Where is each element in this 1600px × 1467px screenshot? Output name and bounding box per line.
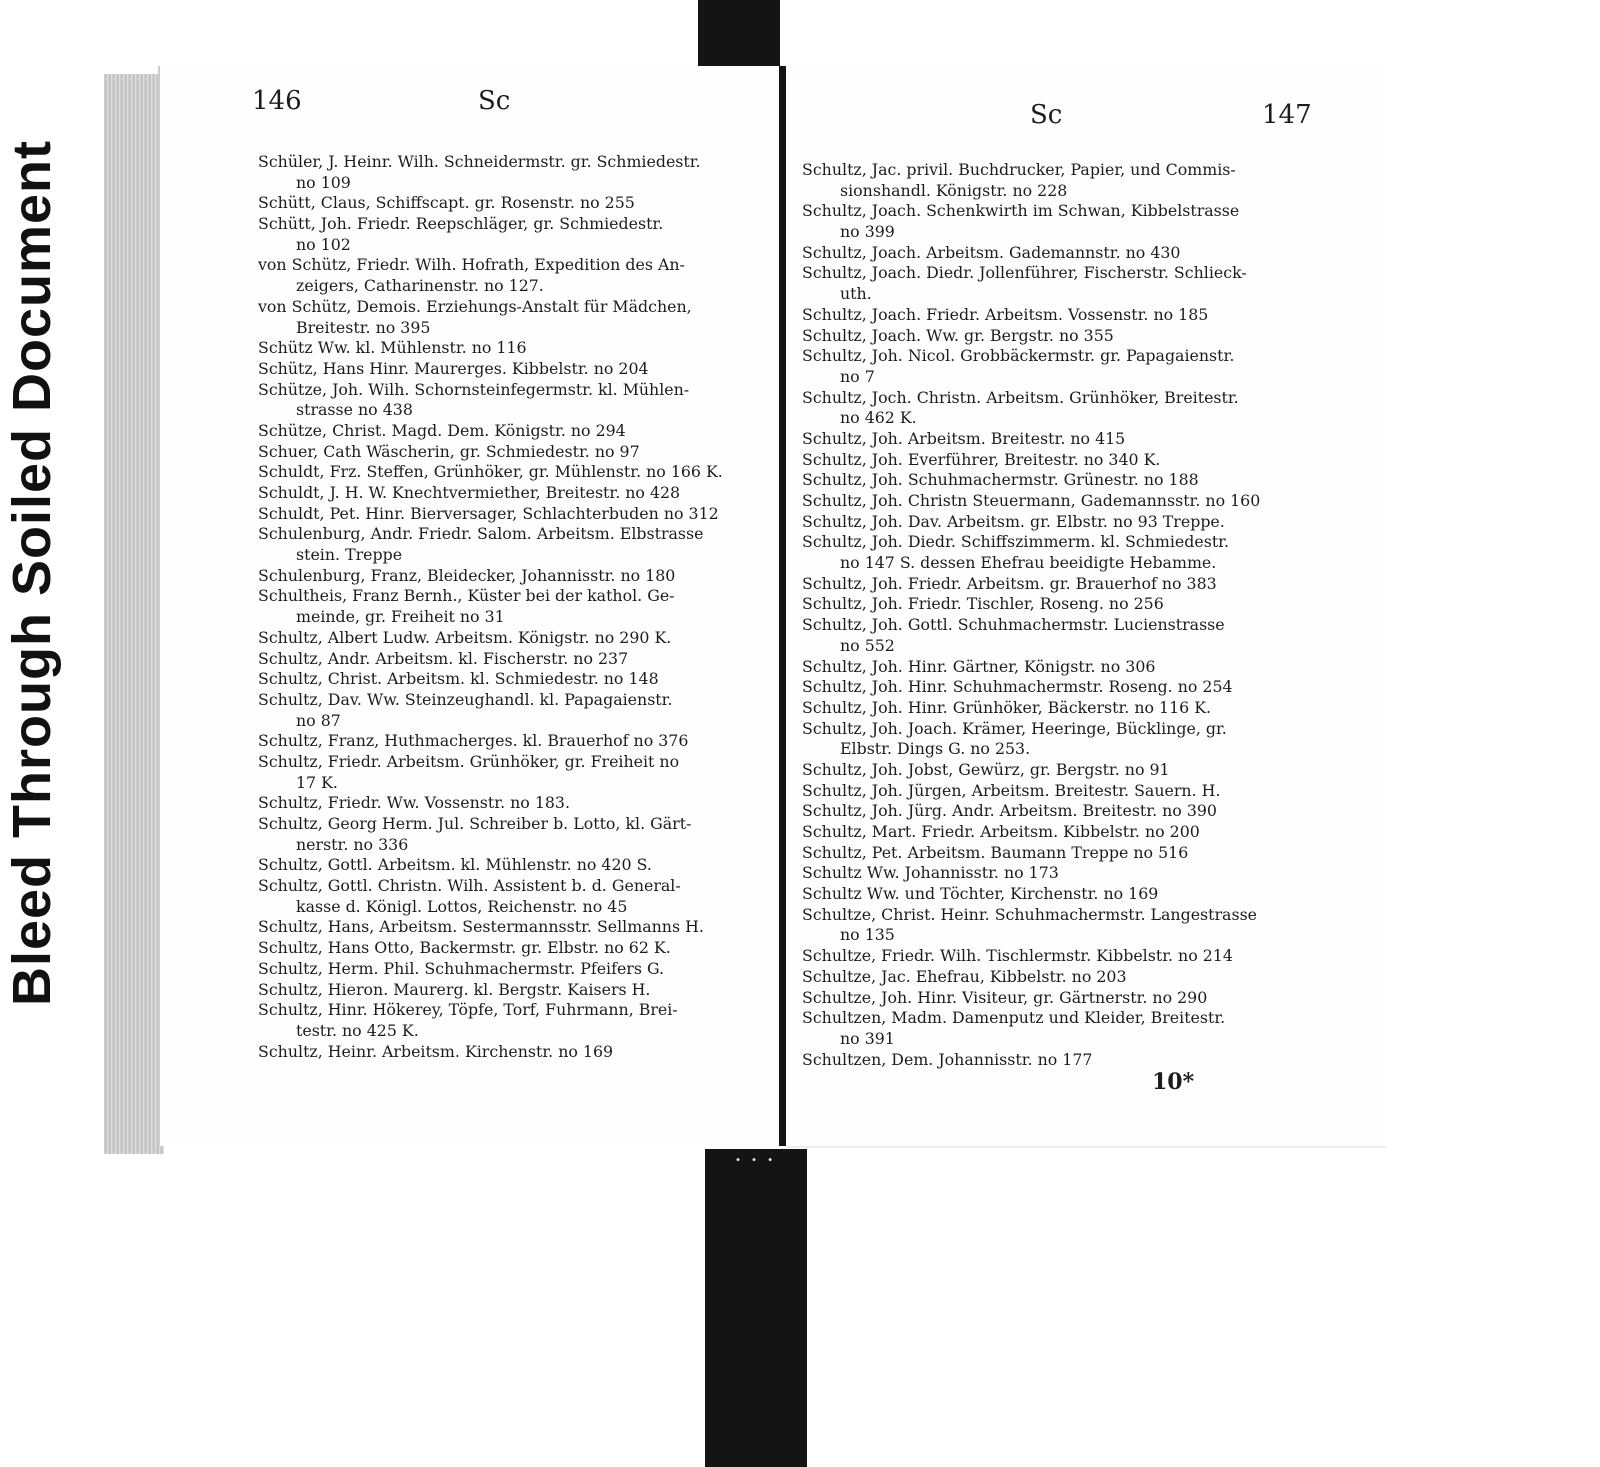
directory-entry-line: Schultz, Joh. Friedr. Arbeitsm. gr. Brauerhof no 383 — [802, 573, 1217, 593]
directory-entry-line: Schultz, Joh. Jobst, Gewürz, gr. Bergstr. no 91 — [802, 759, 1170, 779]
left-running-head: Sc — [478, 86, 511, 116]
directory-entry-line: Schultz, Dav. Ww. Steinzeughandl. kl. Papagaienstr. — [258, 689, 673, 709]
directory-entry-line: Schultz, Joach. Ww. gr. Bergstr. no 355 — [802, 325, 1114, 345]
directory-entry-line: Schüler, J. Heinr. Wilh. Schneidermstr. gr. Schmiedestr. — [258, 152, 701, 171]
directory-entry-line: Schultze, Jac. Ehefrau, Kibbelstr. no 203 — [802, 966, 1127, 986]
directory-entry-line: Schultz, Friedr. Ww. Vossenstr. no 183. — [258, 793, 570, 813]
directory-entry-line: Schütz Ww. kl. Mühlenstr. no 116 — [258, 338, 527, 358]
directory-entry-line: nerstr. no 336 — [296, 834, 409, 854]
directory-entry-line: Schütt, Joh. Friedr. Reepschläger, gr. Schmiedestr. — [258, 214, 664, 234]
directory-entry-line: Schultz, Joh. Friedr. Tischler, Roseng. no 256 — [802, 594, 1164, 614]
directory-entry-line: no 7 — [840, 366, 875, 386]
directory-entry-line: Schultz, Hans, Arbeitsm. Sestermannsstr. Sellmanns H. — [258, 917, 704, 937]
directory-entry-line: Schultz, Mart. Friedr. Arbeitsm. Kibbelstr. no 200 — [802, 822, 1200, 841]
directory-entry-line: Schultz, Herm. Phil. Schuhmachermstr. Pfeifers G. — [258, 958, 665, 978]
signature-mark: 10* — [1152, 1069, 1195, 1095]
left-entry-list — [258, 152, 762, 1062]
directory-entry-line: Schultz, Joh. Joach. Krämer, Heeringe, Bücklinge, gr. — [802, 718, 1227, 738]
directory-entry-line: Schultz, Pet. Arbeitsm. Baumann Treppe no 516 — [802, 842, 1189, 862]
directory-entry-line: Schultz, Joh. Gottl. Schuhmachermstr. Lucienstrasse — [802, 615, 1225, 635]
directory-entry-line: Schultz, Joh. Hinr. Gärtner, Königstr. no 306 — [802, 656, 1156, 676]
directory-entry-line: Schultz, Albert Ludw. Arbeitsm. Königstr. no 290 K. — [258, 627, 672, 647]
directory-entry-line: Schultz, Christ. Arbeitsm. kl. Schmiedestr. no 148 — [258, 669, 659, 689]
directory-entry-line: Schultze, Christ. Heinr. Schuhmachermstr. Langestrasse — [802, 904, 1258, 924]
right-page-number: 147 — [1262, 100, 1312, 130]
directory-entry-line: no 109 — [296, 172, 351, 192]
directory-entry-line: Schultz, Franz, Huthmacherges. kl. Brauerhof no 376 — [258, 731, 689, 751]
directory-entry-line: Schultz, Hieron. Maurerg. kl. Bergstr. Kaisers H. — [258, 979, 651, 999]
directory-entry-line: stein. Treppe — [296, 545, 403, 565]
directory-entry-line: Schultz, Joh. Arbeitsm. Breitestr. no 415 — [802, 428, 1126, 448]
directory-entry-line: Schütt, Claus, Schiffscapt. gr. Rosenstr. no 255 — [258, 193, 635, 213]
directory-entry-line: Schultz, Joch. Christn. Arbeitsm. Grünhöker, Breitestr. — [802, 387, 1239, 407]
directory-entry-line: Schultzen, Dem. Johannisstr. no 177 — [802, 1049, 1093, 1069]
directory-entry-line: Schultz, Friedr. Arbeitsm. Grünhöker, gr. Freiheit no — [258, 751, 680, 771]
directory-entry-line: Schultz, Joach. Diedr. Jollenführer, Fischerstr. Schlieck- — [802, 263, 1247, 283]
directory-entry-line: Schütze, Christ. Magd. Dem. Königstr. no 294 — [258, 420, 626, 440]
directory-entry-line: Schultz, Joh. Diedr. Schiffszimmerm. kl. Schmiedestr. — [802, 532, 1230, 552]
directory-entry-line: strasse no 438 — [296, 400, 413, 420]
directory-entry-line: no 399 — [840, 222, 895, 242]
directory-entry-line: Schütz, Hans Hinr. Maurerges. Kibbelstr. no 204 — [258, 358, 649, 378]
binder-clip-bottom: • • • — [705, 1149, 807, 1467]
directory-entry-line: Schultz Ww. und Töchter, Kirchenstr. no 169 — [802, 884, 1159, 904]
directory-entry-line: sionshandl. Königstr. no 228 — [840, 180, 1068, 200]
directory-entry-line: Schultz, Gottl. Christn. Wilh. Assistent b. d. General- — [258, 876, 681, 896]
directory-entry-line: kasse d. Königl. Lottos, Reichenstr. no 45 — [296, 896, 628, 916]
directory-entry-line: uth. — [840, 284, 872, 304]
book-spine — [779, 66, 786, 1146]
directory-entry-line: Schultz, Joh. Jürg. Andr. Arbeitsm. Breitestr. no 390 — [802, 801, 1217, 821]
directory-entry-line: Schultz, Joach. Schenkwirth im Schwan, Kibbelstrasse — [802, 201, 1240, 221]
directory-entry-line: Schultz, Jac. privil. Buchdrucker, Papier, und Commis- — [802, 160, 1236, 179]
directory-entry-line: no 462 K. — [840, 408, 917, 428]
directory-entry-line: Schultze, Joh. Hinr. Visiteur, gr. Gärtnerstr. no 290 — [802, 987, 1208, 1007]
directory-entry-line: Schulenburg, Franz, Bleidecker, Johannisstr. no 180 — [258, 565, 676, 585]
directory-entry-line: Schuldt, Pet. Hinr. Bierversager, Schlachterbuden no 312 — [258, 503, 719, 523]
directory-entry-line: Schultz, Joh. Jürgen, Arbeitsm. Breitestr. Sauern. H. — [802, 780, 1221, 800]
directory-entry-line: Schultz, Joh. Dav. Arbeitsm. gr. Elbstr. no 93 Treppe. — [802, 511, 1225, 531]
directory-entry-line: zeigers, Catharinenstr. no 127. — [296, 276, 544, 296]
directory-entry-line: Schultzen, Madm. Damenputz und Kleider, Breitestr. — [802, 1008, 1226, 1028]
directory-entry-line: no 87 — [296, 710, 341, 730]
directory-entry-line: no 102 — [296, 234, 351, 254]
directory-entry-line: Schultz, Andr. Arbeitsm. kl. Fischerstr. no 237 — [258, 648, 629, 668]
directory-entry-line: Schultheis, Franz Bernh., Küster bei der kathol. Ge- — [258, 586, 675, 606]
directory-entry-line: Schultz, Joh. Hinr. Schuhmachermstr. Roseng. no 254 — [802, 677, 1233, 697]
directory-entry-line: testr. no 425 K. — [296, 1020, 419, 1040]
directory-entry-line: Schuldt, Frz. Steffen, Grünhöker, gr. Mühlenstr. no 166 K. — [258, 462, 723, 482]
left-page-number: 146 — [252, 86, 302, 116]
right-page — [786, 66, 1386, 1148]
directory-entry-line: Schultz, Hans Otto, Backermstr. gr. Elbstr. no 62 K. — [258, 938, 671, 958]
directory-entry-line: Schulenburg, Andr. Friedr. Salom. Arbeitsm. Elbstrasse — [258, 524, 704, 544]
directory-entry-line: Schultz, Joh. Hinr. Grünhöker, Bäckerstr. no 116 K. — [802, 697, 1212, 717]
directory-entry-line: Schultz, Hinr. Hökerey, Töpfe, Torf, Fuhrmann, Brei- — [258, 1000, 678, 1020]
directory-entry-line: Elbstr. Dings G. no 253. — [840, 739, 1031, 759]
directory-entry-line: Schultz Ww. Johannisstr. no 173 — [802, 863, 1059, 883]
right-running-head: Sc — [1030, 100, 1063, 130]
directory-entry-line: Schultz, Joh. Schuhmachermstr. Grünestr. no 188 — [802, 470, 1199, 490]
directory-entry-line: Schultze, Friedr. Wilh. Tischlermstr. Kibbelstr. no 214 — [802, 946, 1233, 966]
left-page — [160, 66, 780, 1146]
directory-entry-line: Schultz, Joh. Everführer, Breitestr. no 340 K. — [802, 449, 1161, 469]
directory-entry-line: Schuer, Cath Wäscherin, gr. Schmiedestr. no 97 — [258, 441, 640, 461]
binder-clip-top — [698, 0, 780, 70]
bleed-through-label-text: Bleed Through Soiled Document — [2, 139, 62, 1006]
directory-entry-line: Schuldt, J. H. W. Knechtvermiether, Breitestr. no 428 — [258, 483, 681, 502]
right-entry-list — [802, 160, 1302, 1070]
directory-entry-line: 17 K. — [296, 772, 338, 792]
directory-entry-line: Schultz, Joh. Christn Steuermann, Gademannsstr. no 160 — [802, 491, 1261, 510]
directory-entry-line: Schütze, Joh. Wilh. Schornsteinfegermstr. kl. Mühlen- — [258, 379, 690, 399]
page-edges — [104, 74, 164, 1154]
directory-entry-line: Schultz, Joach. Friedr. Arbeitsm. Vossenstr. no 185 — [802, 304, 1209, 324]
directory-entry-line: no 391 — [840, 1028, 895, 1048]
directory-entry-line: von Schütz, Demois. Erziehungs-Anstalt für Mädchen, — [258, 296, 692, 316]
directory-entry-line: meinde, gr. Freiheit no 31 — [296, 607, 505, 627]
directory-entry-line: von Schütz, Friedr. Wilh. Hofrath, Expedition des An- — [258, 255, 685, 275]
directory-entry-line: Schultz, Joach. Arbeitsm. Gademannstr. no 430 — [802, 242, 1181, 262]
directory-entry-line: no 552 — [840, 635, 895, 655]
bleed-through-label — [4, 70, 60, 1075]
directory-entry-line: Breitestr. no 395 — [296, 317, 431, 337]
directory-entry-line: Schultz, Heinr. Arbeitsm. Kirchenstr. no 169 — [258, 1041, 614, 1061]
directory-entry-line: no 147 S. dessen Ehefrau beeidigte Hebamme. — [840, 553, 1217, 573]
directory-entry-line: no 135 — [840, 925, 895, 945]
directory-entry-line: Schultz, Gottl. Arbeitsm. kl. Mühlenstr. no 420 S. — [258, 855, 652, 875]
directory-entry-line: Schultz, Joh. Nicol. Grobbäckermstr. gr. Papagaienstr. — [802, 346, 1235, 366]
directory-entry-line: Schultz, Georg Herm. Jul. Schreiber b. Lotto, kl. Gärt- — [258, 814, 692, 833]
